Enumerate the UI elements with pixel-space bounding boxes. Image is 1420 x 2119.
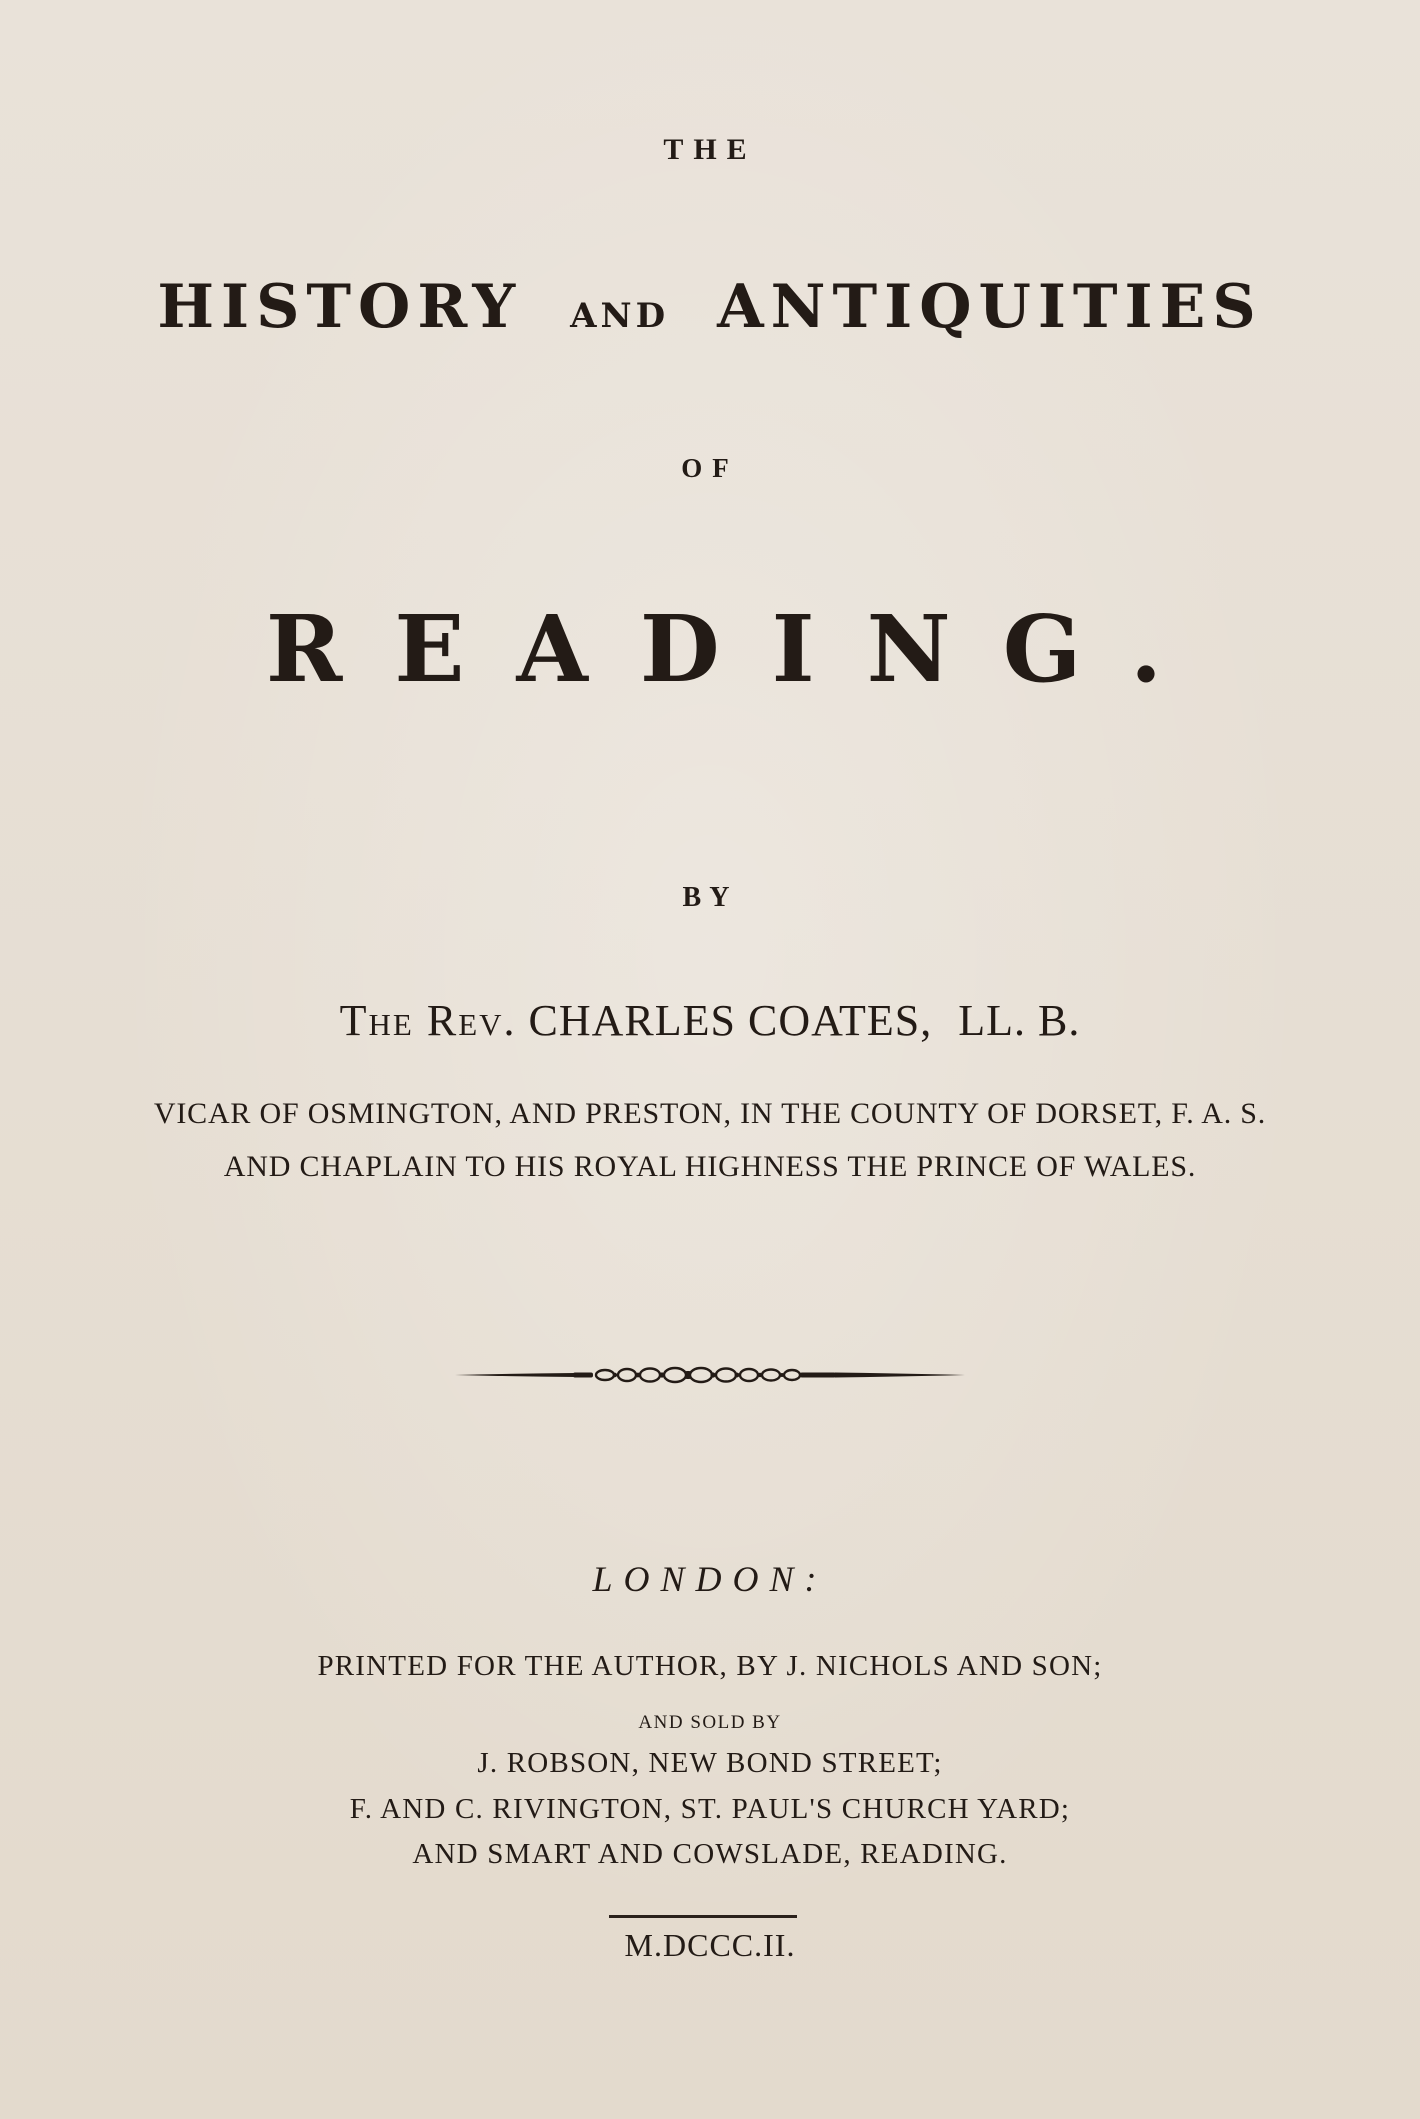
imprint-city: LONDON: (592, 1559, 828, 1599)
date-rule (609, 1915, 797, 1918)
ornament-divider-icon (455, 1360, 965, 1390)
vicar-line: VICAR OF OSMINGTON, AND PRESTON, IN THE COUNTY OF DORSET, F. A. S. (153, 1097, 1267, 1130)
title-of: OF (681, 453, 739, 483)
title-antiquities: ANTIQUITIES (717, 272, 1263, 342)
title-and: AND (570, 296, 670, 336)
author-name: CHARLES COATES, (528, 996, 933, 1045)
title-the: THE (663, 133, 757, 166)
imprint-sold-by: AND SOLD BY (638, 1712, 782, 1733)
title-by: BY (682, 882, 738, 913)
imprint-smart: AND SMART AND COWSLADE, READING. (412, 1838, 1008, 1870)
imprint-rivington: F. AND C. RIVINGTON, ST. PAUL'S CHURCH YARD; (349, 1793, 1071, 1825)
author-line (0, 995, 1420, 1046)
author-degree: LL. B. (958, 996, 1081, 1045)
imprint-robson: J. ROBSON, NEW BOND STREET; (477, 1747, 943, 1779)
imprint-date: M.DCCC.II. (624, 1927, 796, 1963)
title-reading: READING. (265, 595, 1215, 703)
title-history: HISTORY (157, 272, 523, 342)
author-prefix: The Rev. (339, 996, 517, 1045)
title-main (0, 272, 1420, 342)
chaplain-line: AND CHAPLAIN TO HIS ROYAL HIGHNESS THE PRINCE OF WALES. (223, 1150, 1197, 1183)
imprint-printed: PRINTED FOR THE AUTHOR, BY J. NICHOLS AND SON; (317, 1650, 1103, 1682)
